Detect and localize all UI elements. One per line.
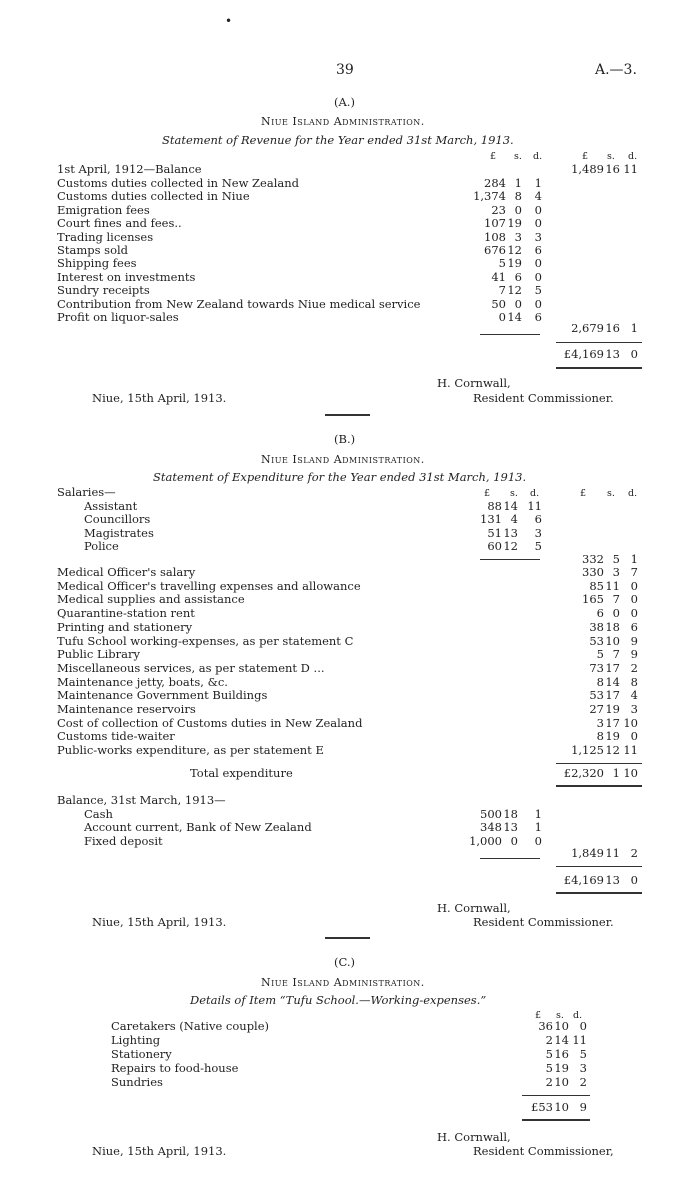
section-c-date: Niue, 15th April, 1913. [92, 1144, 227, 1158]
revenue-row-shillings: 12 [507, 283, 522, 298]
salaries-total-pence: 1 [630, 552, 638, 566]
balance-total-pence: 2 [630, 846, 638, 860]
tufu-row-label: Caretakers (Native couple) [111, 1019, 270, 1033]
expenditure-row-pounds: 8 [596, 674, 604, 689]
tufu-row-label: Sundries [111, 1075, 163, 1089]
expenditure-row-pence: 0 [630, 578, 638, 593]
revenue-row-shillings: 0 [514, 202, 522, 217]
col-head-shillings: s. [514, 151, 522, 162]
total-expenditure-double-rule [556, 785, 642, 787]
expenditure-row-pounds: 1,125 [571, 743, 604, 758]
salary-row-label: Magistrates [84, 525, 154, 540]
expenditure-row-pounds: 38 [589, 619, 604, 634]
balance-pence: 11 [623, 162, 638, 176]
revenue-row-shillings: 0 [514, 296, 522, 311]
salary-row-shillings: 12 [503, 539, 518, 554]
revenue-row-pounds: 284 [484, 176, 506, 190]
revenue-row-shillings: 19 [507, 216, 522, 231]
expenditure-row-shillings: 11 [605, 578, 620, 593]
revenue-row-pence: 0 [534, 269, 542, 284]
tufu-row-pence: 3 [579, 1061, 587, 1075]
total-expenditure-pounds: £2,320 [563, 766, 604, 780]
revenue-row-pounds: 5 [498, 256, 506, 271]
tufu-row-shillings: 14 [554, 1033, 569, 1047]
col-head-pounds: £ [484, 488, 491, 499]
expenditure-row-label: Maintenance Government Buildings [57, 688, 268, 703]
revenue-row-shillings: 1 [514, 176, 522, 190]
expenditure-row-pounds: 53 [589, 688, 604, 703]
expenditure-row-label: Printing and stationery [57, 619, 193, 634]
expenditure-row-pence: 6 [630, 619, 638, 634]
revenue-subtotal-pounds: 2,679 [571, 321, 604, 335]
expenditure-row-label: Quarantine-station rent [57, 606, 195, 621]
revenue-row-pence: 6 [534, 243, 542, 257]
expenditure-row-shillings: 18 [605, 619, 620, 634]
expenditure-row-pence: 4 [630, 688, 638, 703]
section-a-date: Niue, 15th April, 1913. [92, 391, 227, 405]
salary-row-pence: 5 [534, 539, 542, 554]
expenditure-row-pounds: 5 [596, 647, 604, 662]
expenditure-row-pence: 8 [630, 674, 638, 689]
tufu-row-pounds: 5 [545, 1047, 553, 1061]
section-c-subtitle: Details of Item “Tufu School.—Working-expenses.” [190, 993, 487, 1007]
section-divider [325, 937, 370, 939]
expenditure-row-pounds: 330 [582, 565, 604, 579]
expenditure-row-pounds: 165 [582, 592, 604, 607]
revenue-row-label: Customs duties collected in Niue [57, 189, 250, 204]
revenue-row-pence: 3 [534, 229, 542, 244]
printer-dot: • [225, 14, 233, 28]
expenditure-row-label: Cost of collection of Customs duties in New Zealand [57, 715, 363, 730]
expenditure-row-pence: 0 [630, 592, 638, 607]
tufu-row-pounds: 2 [545, 1033, 553, 1047]
expenditure-row-shillings: 7 [612, 647, 620, 662]
expenditure-row-pounds: 53 [589, 633, 604, 648]
expenditure-row-label: Public Library [57, 647, 140, 662]
expenditure-row-pence: 3 [630, 702, 638, 716]
section-b-subtitle: Statement of Expenditure for the Year ended 31st March, 1913. [153, 470, 527, 484]
expenditure-row-pence: 2 [630, 660, 638, 675]
balance-row-label: Account current, Bank of New Zealand [84, 820, 312, 835]
total-expenditure-label: Total expenditure [190, 766, 293, 780]
col-head-pounds-total: £ [580, 488, 587, 499]
expenditure-row-pence: 9 [630, 633, 638, 648]
balance-row-pence: 1 [534, 820, 542, 835]
section-b-heading: Niue Island Administration. [261, 453, 425, 466]
balance-row-pounds: 1,000 [469, 833, 502, 848]
expenditure-row-label: Miscellaneous services, as per statement D ... [57, 660, 325, 675]
section-b-signer-title: Resident Commissioner. [473, 915, 614, 929]
revenue-row-pounds: 107 [484, 216, 506, 231]
balance-rule [480, 858, 540, 859]
expenditure-row-shillings: 17 [605, 715, 620, 730]
expenditure-row-label: Tufu School working-expenses, as per statement C [57, 633, 354, 648]
section-a-label: (A.) [334, 95, 355, 109]
revenue-row-pence: 0 [534, 216, 542, 231]
revenue-row-label: Sundry receipts [57, 283, 150, 298]
section-a-heading: Niue Island Administration. [261, 115, 425, 128]
document-reference: A.—3. [595, 62, 637, 78]
revenue-row-pence: 4 [534, 189, 542, 204]
balance-row-shillings: 0 [510, 833, 518, 848]
tufu-row-shillings: 10 [554, 1075, 569, 1089]
revenue-total-pence: 0 [630, 347, 638, 361]
expenditure-row-pounds: 73 [589, 660, 604, 675]
salary-row-pounds: 88 [487, 499, 502, 513]
salary-row-pounds: 131 [480, 512, 502, 527]
salary-row-pence: 6 [534, 512, 542, 527]
expenditure-row-shillings: 0 [612, 606, 620, 621]
balance-row-label: Cash [84, 807, 113, 821]
revenue-row-label: Emigration fees [57, 202, 150, 217]
salaries-total-pounds: 332 [582, 552, 604, 566]
revenue-row-pounds: 41 [491, 269, 506, 284]
revenue-total-shillings: 13 [605, 347, 620, 361]
balance-total-shillings: 11 [605, 846, 620, 860]
revenue-row-shillings: 8 [514, 189, 522, 204]
revenue-row-pence: 0 [534, 256, 542, 271]
expenditure-row-pounds: 8 [596, 729, 604, 744]
expenditure-row-label: Public-works expenditure, as per statement E [57, 743, 324, 758]
revenue-double-rule [556, 367, 642, 369]
tufu-row-label: Repairs to food-house [111, 1061, 239, 1075]
col-head-shillings-total: s. [607, 488, 615, 499]
tufu-row-pence: 5 [579, 1047, 587, 1061]
balance-row-label: Fixed deposit [84, 833, 163, 848]
total-expenditure-pence: 10 [623, 766, 638, 780]
revenue-row-label: Shipping fees [57, 256, 137, 271]
balance-row-pounds: 500 [480, 807, 502, 821]
tufu-row-shillings: 16 [554, 1047, 569, 1061]
section-a-subtitle: Statement of Revenue for the Year ended 31st March, 1913. [162, 133, 514, 147]
salary-row-pence: 11 [527, 499, 542, 513]
expenditure-row-label: Maintenance jetty, boats, &c. [57, 674, 228, 689]
expenditure-row-pounds: 6 [596, 606, 604, 621]
expenditure-row-label: Medical Officer's salary [57, 565, 196, 579]
salary-row-label: Police [84, 539, 119, 554]
expenditure-row-pence: 0 [630, 729, 638, 744]
revenue-subtotal-shillings: 16 [605, 321, 620, 335]
revenue-row-label: Profit on liquor-sales [57, 310, 179, 324]
balance-row-shillings: 18 [503, 807, 518, 821]
revenue-row-pounds: 7 [498, 283, 506, 298]
balance-row-pence: 0 [534, 833, 542, 848]
grand-total-pence: 0 [630, 873, 638, 887]
revenue-row-pence: 0 [534, 202, 542, 217]
section-a-signer: H. Cornwall, [437, 376, 511, 390]
revenue-row-pounds: 676 [484, 243, 506, 257]
salary-row-shillings: 14 [503, 499, 518, 513]
tufu-total-pence: 9 [579, 1100, 587, 1114]
section-divider [325, 414, 370, 416]
section-a-signer-title: Resident Commissioner. [473, 391, 614, 405]
col-head-pence: d. [573, 1010, 583, 1021]
tufu-row-pence: 0 [579, 1019, 587, 1033]
grand-total-shillings: 13 [605, 873, 620, 887]
tufu-row-pence: 2 [579, 1075, 587, 1089]
salary-row-label: Assistant [84, 499, 138, 513]
page-number: 39 [336, 62, 354, 78]
salary-row-pence: 3 [534, 525, 542, 540]
expenditure-row-shillings: 19 [605, 702, 620, 716]
revenue-row-label: Trading licenses [57, 229, 154, 244]
revenue-row-label: Stamps sold [57, 243, 129, 257]
tufu-row-shillings: 19 [554, 1061, 569, 1075]
salary-row-label: Councillors [84, 512, 151, 527]
revenue-total-pounds: £4,169 [563, 347, 604, 361]
revenue-row-pence: 6 [534, 310, 542, 324]
section-c-signer-title: Resident Commissioner, [473, 1144, 614, 1158]
revenue-row-shillings: 14 [507, 310, 522, 324]
col-head-shillings-total: s. [607, 151, 615, 162]
balance-row-pence: 1 [534, 807, 542, 821]
balance-march-label: Balance, 31st March, 1913— [57, 793, 226, 807]
expenditure-row-pence: 0 [630, 606, 638, 621]
balance-total-pounds: 1,849 [571, 846, 604, 860]
col-head-pounds: £ [535, 1010, 542, 1021]
salary-row-pounds: 51 [487, 525, 502, 540]
tufu-row-pence: 11 [572, 1033, 587, 1047]
tufu-row-label: Stationery [111, 1047, 172, 1061]
section-c-heading: Niue Island Administration. [261, 976, 425, 989]
tufu-total-rule [522, 1095, 590, 1096]
revenue-row-pounds: 23 [491, 202, 506, 217]
col-head-pence: d. [530, 488, 540, 499]
tufu-row-pounds: 5 [545, 1061, 553, 1075]
section-b-date: Niue, 15th April, 1913. [92, 915, 227, 929]
expenditure-row-pence: 9 [630, 647, 638, 662]
tufu-total-double-rule [522, 1119, 590, 1121]
expenditure-row-shillings: 3 [612, 565, 620, 579]
expenditure-row-label: Medical supplies and assistance [57, 592, 245, 607]
revenue-row-pounds: 1,374 [473, 189, 506, 204]
salaries-total-shillings: 5 [612, 552, 620, 566]
col-head-shillings: s. [510, 488, 518, 499]
revenue-row-shillings: 6 [514, 269, 522, 284]
expenditure-row-pence: 10 [623, 715, 638, 730]
salary-row-shillings: 4 [510, 512, 518, 527]
tufu-row-label: Lighting [111, 1033, 161, 1047]
revenue-row-shillings: 19 [507, 256, 522, 271]
revenue-row-label: Interest on investments [57, 269, 196, 284]
balance-row-shillings: 13 [503, 820, 518, 835]
expenditure-row-shillings: 7 [612, 592, 620, 607]
revenue-row-pounds: 50 [491, 296, 506, 311]
expenditure-row-label: Medical Officer's travelling expenses and allowance [57, 578, 361, 593]
expenditure-row-shillings: 14 [605, 674, 620, 689]
revenue-row-shillings: 12 [507, 243, 522, 257]
revenue-row-pounds: 0 [498, 310, 506, 324]
revenue-row-pounds: 108 [484, 229, 506, 244]
total-expenditure-shillings: 1 [612, 766, 620, 780]
expenditure-row-label: Maintenance reservoirs [57, 702, 196, 716]
col-head-pounds-total: £ [582, 151, 589, 162]
grand-total-rule [556, 866, 642, 867]
tufu-total-pounds: £53 [531, 1100, 553, 1114]
salaries-label: Salaries— [57, 485, 116, 499]
expenditure-row-shillings: 12 [605, 743, 620, 758]
balance-row-pounds: 348 [480, 820, 502, 835]
salary-row-pounds: 60 [487, 539, 502, 554]
revenue-row-pence: 1 [534, 176, 542, 190]
tufu-row-pounds: 36 [538, 1019, 553, 1033]
salary-row-shillings: 13 [503, 525, 518, 540]
balance-shillings: 16 [605, 162, 620, 176]
grand-total-double-rule [556, 892, 642, 894]
balance-label: 1st April, 1912—Balance [57, 162, 202, 176]
tufu-total-shillings: 10 [554, 1100, 569, 1114]
section-c-label: (C.) [334, 955, 356, 969]
col-head-pounds: £ [490, 151, 497, 162]
revenue-subtotal-pence: 1 [630, 321, 638, 335]
expenditure-row-shillings: 17 [605, 688, 620, 703]
salaries-rule [480, 559, 540, 560]
revenue-total-rule [556, 342, 642, 343]
revenue-row-label: Court fines and fees.. [57, 216, 182, 231]
col-head-pence-total: d. [628, 151, 638, 162]
expenditure-row-pence: 11 [623, 743, 638, 758]
expenditure-row-shillings: 19 [605, 729, 620, 744]
revenue-row-shillings: 3 [514, 229, 522, 244]
col-head-pence-total: d. [628, 488, 638, 499]
expenditure-row-shillings: 10 [605, 633, 620, 648]
revenue-row-label: Contribution from New Zealand towards Niue medical service [57, 296, 421, 311]
col-head-pence: d. [533, 151, 543, 162]
revenue-row-pence: 0 [534, 296, 542, 311]
tufu-row-pounds: 2 [545, 1075, 553, 1089]
revenue-subtotal-rule [480, 334, 540, 335]
section-b-label: (B.) [334, 432, 356, 446]
revenue-row-label: Customs duties collected in New Zealand [57, 176, 300, 190]
expenditure-row-shillings: 17 [605, 660, 620, 675]
expenditure-row-pence: 7 [630, 565, 638, 579]
revenue-row-pence: 5 [534, 283, 542, 298]
section-c-signer: H. Cornwall, [437, 1130, 511, 1144]
section-b-signer: H. Cornwall, [437, 901, 511, 915]
expenditure-row-pounds: 3 [596, 715, 604, 730]
balance-pounds: 1,489 [571, 162, 604, 176]
col-head-shillings: s. [556, 1010, 564, 1021]
grand-total-pounds: £4,169 [563, 873, 604, 887]
total-expenditure-rule [556, 763, 642, 764]
expenditure-row-pounds: 85 [589, 578, 604, 593]
expenditure-row-label: Customs tide-waiter [57, 729, 175, 744]
expenditure-row-pounds: 27 [589, 702, 604, 716]
tufu-row-shillings: 10 [554, 1019, 569, 1033]
